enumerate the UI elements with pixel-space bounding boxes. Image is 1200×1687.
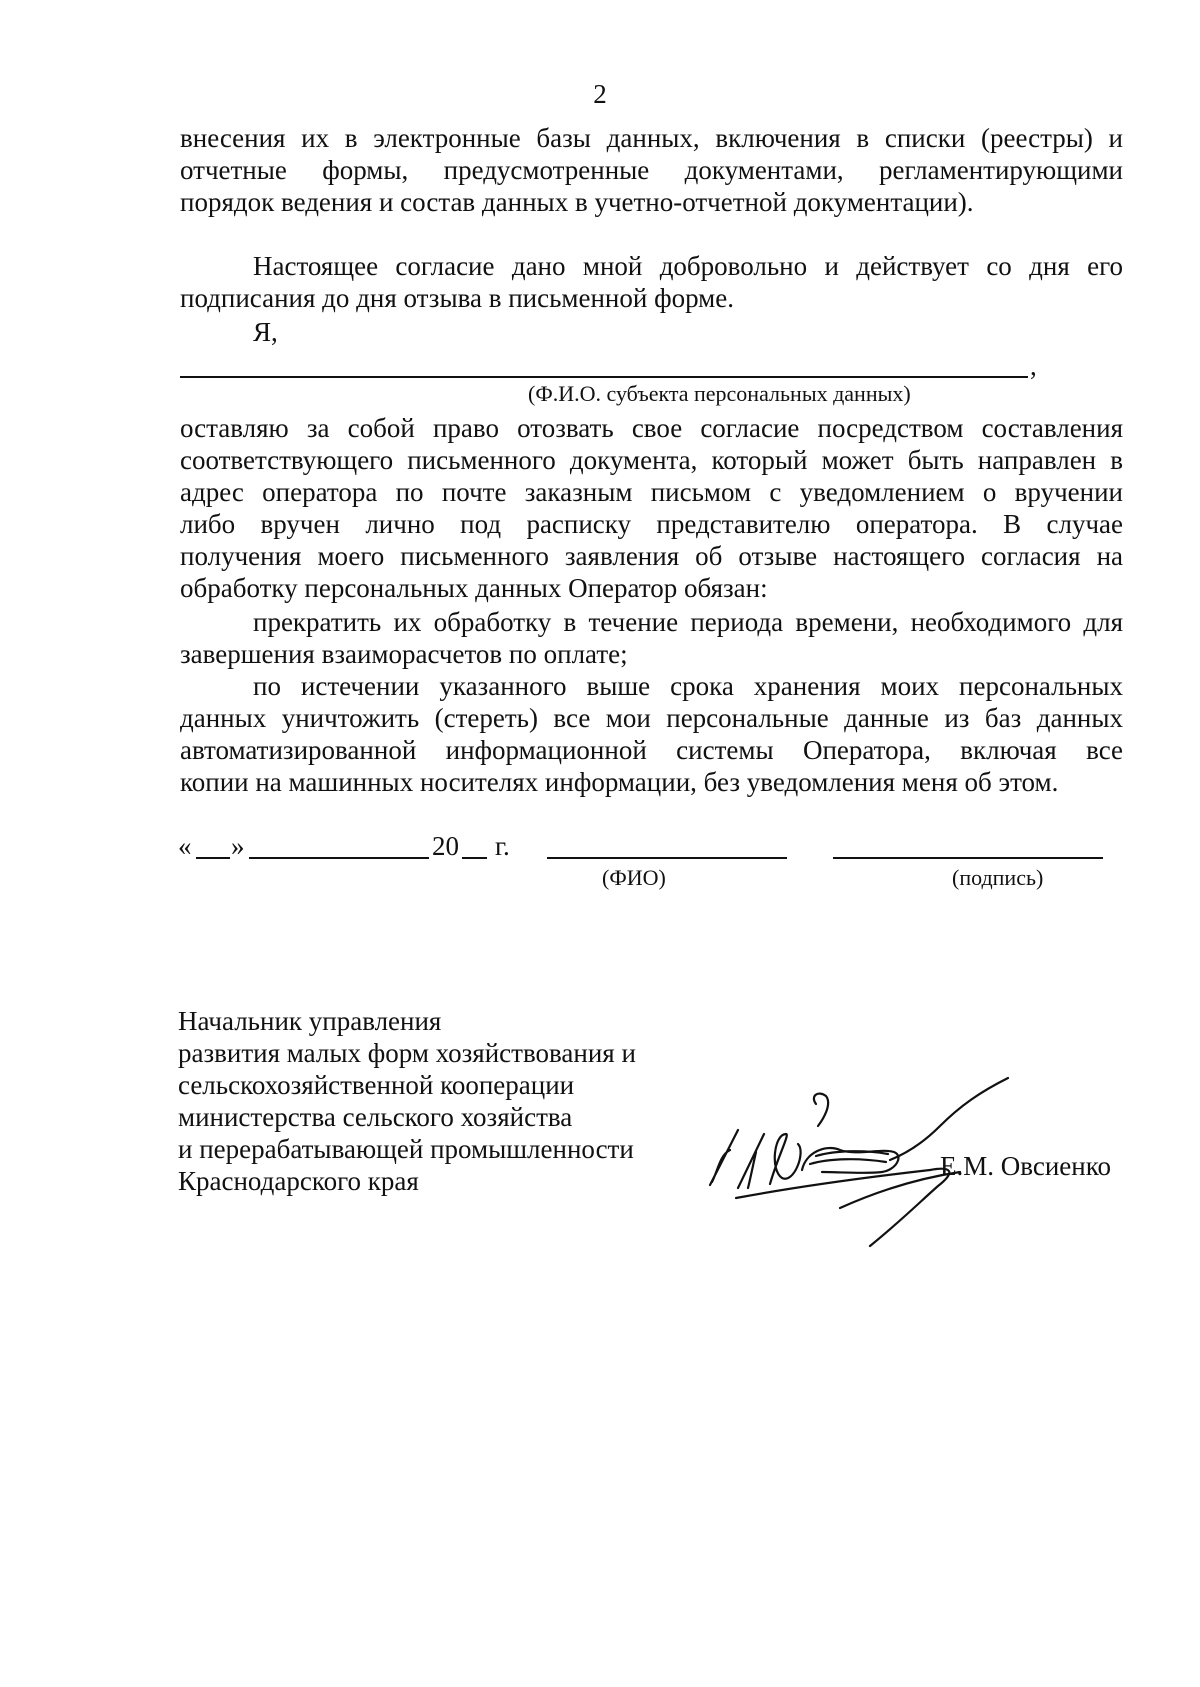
date-open-quote: « <box>178 831 192 861</box>
official-name: Е.М. Овсиенко <box>940 1151 1111 1181</box>
paragraph-line: данных уничтожить (стереть) все мои персональные данные из баз данных <box>180 703 1123 733</box>
paragraph-line: соответствующего письменного документа, который может быть направлен в <box>180 445 1123 475</box>
paragraph-line: получения моего письменного заявления об отзыве настоящего согласия на <box>180 541 1123 571</box>
position-line: министерства сельского хозяйства <box>178 1102 573 1132</box>
ya-label: Я, <box>253 317 278 347</box>
page-number: 2 <box>593 79 607 109</box>
date-year-blank <box>462 857 487 859</box>
paragraph-line: копии на машинных носителях информации, без уведомления меня об этом. <box>180 767 1059 797</box>
paragraph-line: прекратить их обработку в течение периода времени, необходимого для <box>253 607 1123 637</box>
paragraph-line: порядок ведения и состав данных в учетно-отчетной документации). <box>180 187 974 217</box>
signature-label: (подпись) <box>952 865 1044 890</box>
signature-blank <box>833 857 1103 859</box>
date-year-prefix: 20 <box>432 831 459 861</box>
paragraph-line: автоматизированной информационной системы Оператора, включая все <box>180 735 1123 765</box>
paragraph-line: Настоящее согласие дано мной добровольно и действует со дня его <box>253 251 1123 281</box>
position-line: Начальник управления <box>178 1006 442 1036</box>
paragraph-line: обработку персональных данных Оператор обязан: <box>180 573 768 603</box>
date-year-suffix: г. <box>495 831 510 861</box>
paragraph-line: отчетные формы, предусмотренные документами, регламентирующими <box>180 155 1123 185</box>
date-month-blank <box>249 857 429 859</box>
fio-caption: (Ф.И.О. субъекта персональных данных) <box>528 381 911 406</box>
fio-label: (ФИО) <box>602 865 666 890</box>
fio-underline <box>180 376 1028 378</box>
fio-trailing-comma: , <box>1030 351 1037 381</box>
fio-blank <box>547 857 787 859</box>
position-line: и перерабатывающей промышленности <box>178 1134 634 1164</box>
paragraph-line: либо вручен лично под расписку представителю оператора. В случае <box>180 509 1123 539</box>
official-position <box>178 1005 636 1197</box>
position-line: Краснодарского края <box>178 1166 419 1196</box>
paragraph-line: подписания до дня отзыва в письменной форме. <box>180 283 734 313</box>
paragraph-line: внесения их в электронные базы данных, включения в списки (реестры) и <box>180 123 1123 153</box>
paragraph-line: завершения взаиморасчетов по оплате; <box>180 639 628 669</box>
position-line: развития малых форм хозяйствования и <box>178 1038 636 1068</box>
position-line: сельскохозяйственной кооперации <box>178 1070 575 1100</box>
date-close-quote: » <box>231 831 245 861</box>
date-day-blank <box>196 857 230 859</box>
paragraph-line: адрес оператора по почте заказным письмом с уведомлением о вручении <box>180 477 1123 507</box>
paragraph-line: оставляю за собой право отозвать свое согласие посредством составления <box>180 413 1123 443</box>
paragraph-line: по истечении указанного выше срока хранения моих персональных <box>253 671 1123 701</box>
